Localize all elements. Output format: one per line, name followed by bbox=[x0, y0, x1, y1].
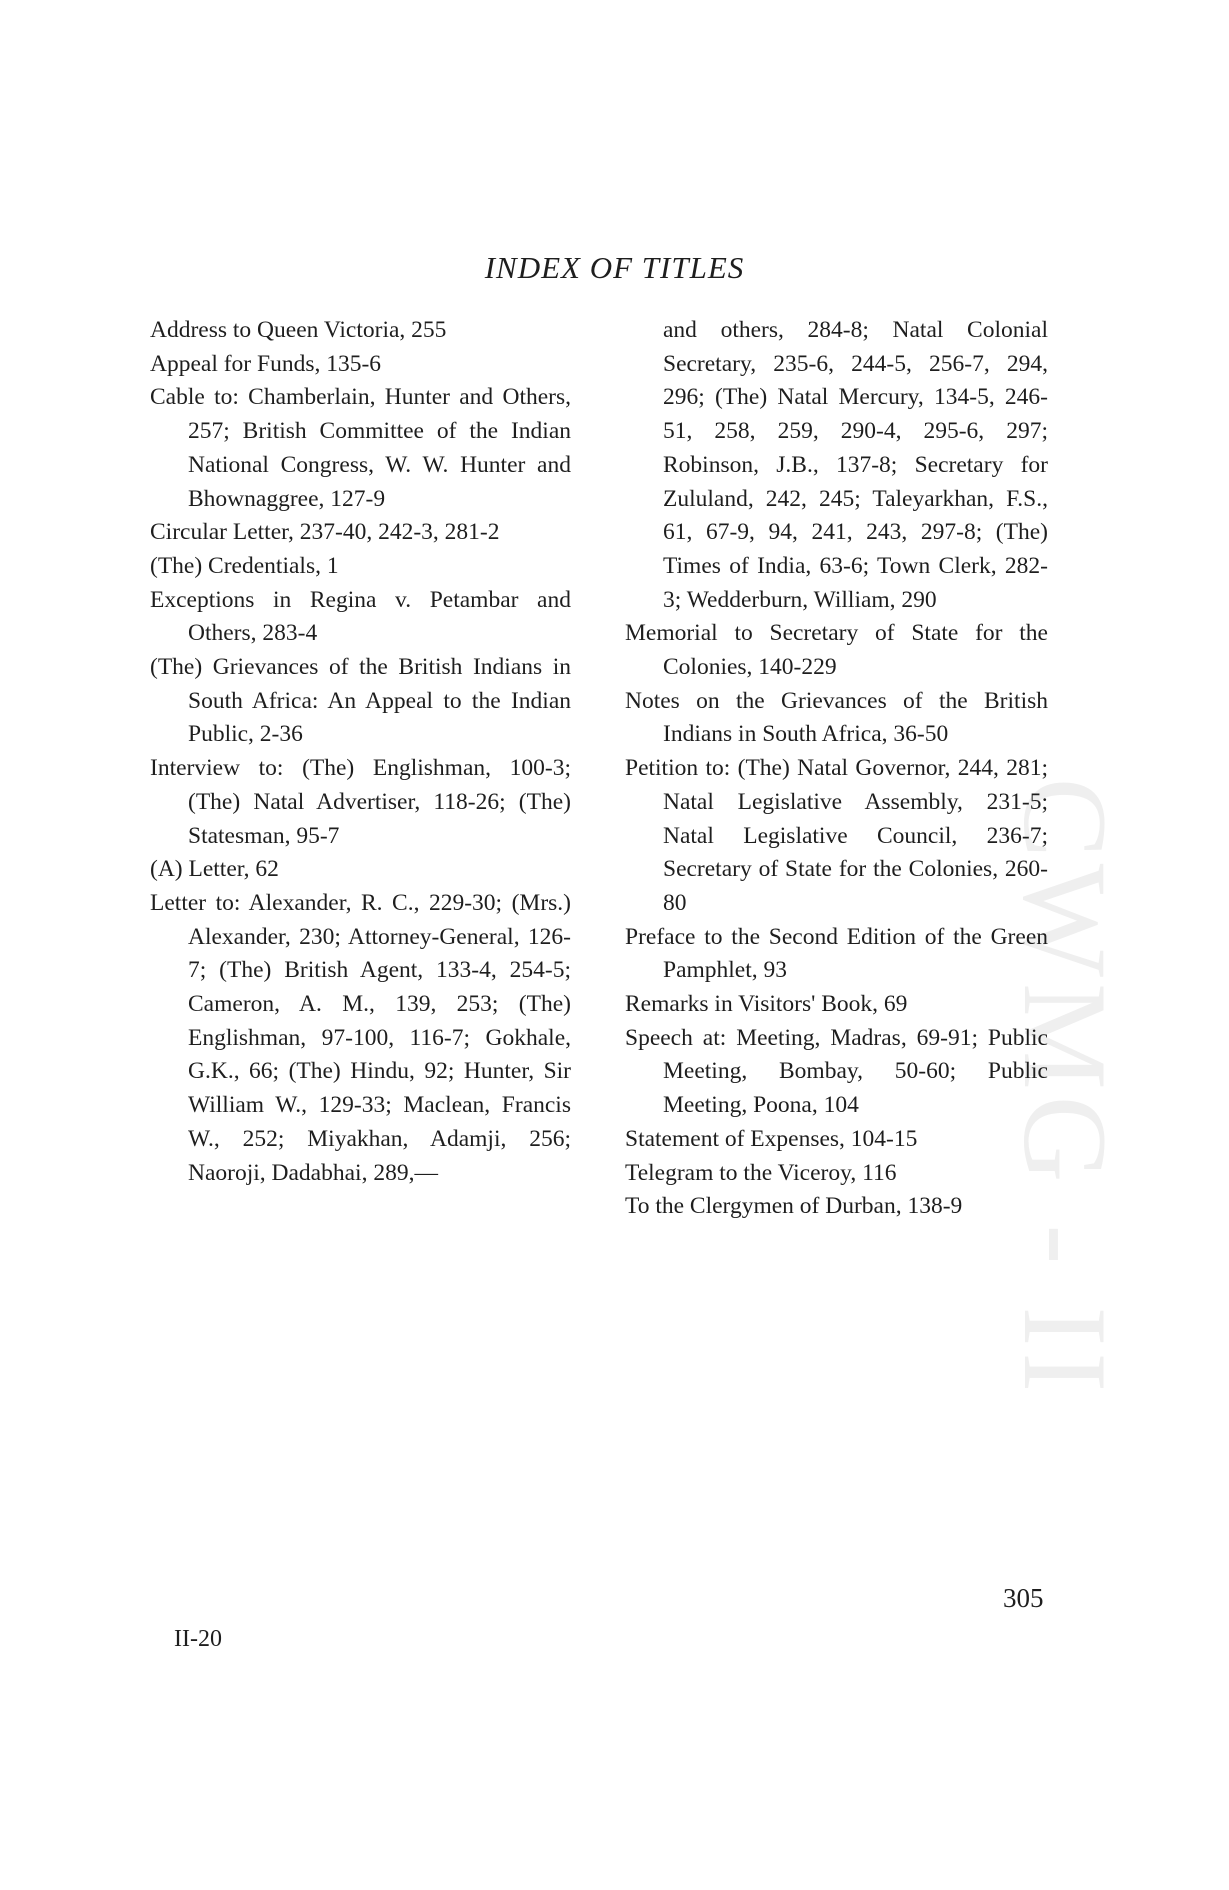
index-entry: Memorial to Secretary of State for the Colonies, 140-229 bbox=[625, 620, 1048, 681]
index-column-left bbox=[150, 314, 571, 1190]
index-entry: To the Clergymen of Durban, 138-9 bbox=[625, 1193, 963, 1220]
index-entry: Appeal for Funds, 135-6 bbox=[150, 350, 382, 377]
index-entry: Letter to: Alexander, R. C., 229-30; (Mrs.) Alexander, 230; Attorney-General, 126-7; (The) British Agent, 133-4, 254-5; Cameron, A. M., 139, 253; (The) Englishman, 97-100, 116-7; Gokhale, G.K., 66; (The) Hindu, 92; Hunter, Sir William W., 129-33; Maclean, Francis W., 252; Miyakhan, Adamji, 256; Naoroji, Dadabhai, 289,— bbox=[150, 889, 571, 1186]
index-column-right bbox=[625, 314, 1048, 1224]
index-entry: (The) Credentials, 1 bbox=[150, 552, 339, 579]
index-entry: Notes on the Grievances of the British Indians in South Africa, 36-50 bbox=[625, 687, 1048, 748]
index-entry: Telegram to the Viceroy, 116 bbox=[625, 1159, 897, 1186]
index-entry: Statement of Expenses, 104-15 bbox=[625, 1125, 918, 1152]
index-entry: Speech at: Meeting, Madras, 69-91; Public Meeting, Bombay, 50-60; Public Meeting, Poona, 104 bbox=[625, 1024, 1048, 1119]
index-entry: Remarks in Visitors' Book, 69 bbox=[625, 991, 908, 1018]
watermark: CWMG - II bbox=[999, 777, 1132, 1399]
signature-mark: II-20 bbox=[174, 1626, 222, 1652]
page-title: INDEX OF TITLES bbox=[484, 250, 745, 285]
index-entry: Interview to: (The) Englishman, 100-3; (The) Natal Advertiser, 118-26; (The) Statesman, 95-7 bbox=[150, 755, 571, 849]
index-entry: (A) Letter, 62 bbox=[150, 856, 279, 883]
index-entry: Preface to the Second Edition of the Green Pamphlet, 93 bbox=[625, 923, 1048, 984]
index-entry: Exceptions in Regina v. Petambar and Others, 283-4 bbox=[150, 586, 571, 647]
index-entry-continued: and others, 284-8; Natal Colonial Secretary, 235-6, 244-5, 256-7, 294, 296; (The) Natal Mercury, 134-5, 246-51, 258, 259, 290-4, 295-6, 297; Robinson, J.B., 137-8; Secretary for Zululand, 242, 245; Taleyarkhan, F.S., 61, 67-9, 94, 241, 243, 297-8; (The) Times of India, 63-6; Town Clerk, 282-3; Wedderburn, William, 290 bbox=[663, 317, 1048, 613]
index-entry: Petition to: (The) Natal Governor, 244, 281; Natal Legislative Assembly, 231-5; Natal Legislative Council, 236-7; Secretary of State for the Colonies, 260-80 bbox=[625, 755, 1048, 916]
index-entry: Circular Letter, 237-40, 242-3, 281-2 bbox=[150, 519, 500, 546]
index-entry: Cable to: Chamberlain, Hunter and Others, 257; British Committee of the Indian National Congress, W. W. Hunter and Bhownaggree, 127-9 bbox=[150, 384, 571, 512]
index-entry: Address to Queen Victoria, 255 bbox=[150, 317, 447, 343]
index-entry: (The) Grievances of the British Indians in South Africa: An Appeal to the Indian Public, 2-36 bbox=[150, 654, 571, 748]
page-number: 305 bbox=[1003, 1583, 1044, 1613]
